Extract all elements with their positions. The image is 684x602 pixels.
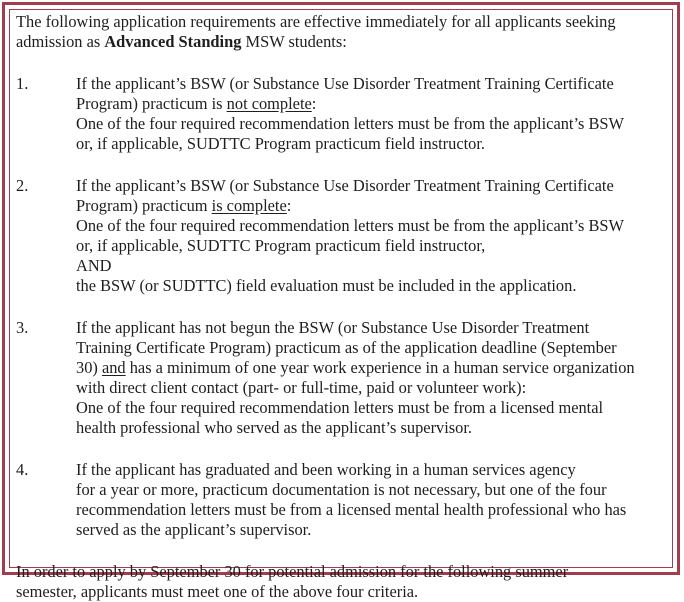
- item-number: 2.: [16, 176, 29, 195]
- item-body: [76, 74, 666, 154]
- intro-text: admission as: [16, 32, 105, 51]
- advanced-standing-label: Advanced Standing: [104, 32, 242, 51]
- and-connector: AND: [76, 256, 112, 275]
- item-body: [76, 176, 666, 296]
- not-complete-emphasis: not complete: [226, 94, 312, 113]
- item-line: or, if applicable, SUDTTC Program practicum field instructor,: [76, 236, 486, 255]
- item-line: If the applicant’s BSW (or Substance Use Disorder Treatment Training Certificate: [76, 74, 614, 93]
- closing-paragraph: [16, 562, 666, 602]
- item-line: or, if applicable, SUDTTC Program practicum field instructor.: [76, 134, 486, 153]
- requirement-item-1: [16, 74, 666, 154]
- item-number: 3.: [16, 318, 29, 337]
- item-line: for a year or more, practicum documentation is not necessary, but one of the four: [76, 480, 607, 499]
- item-line: If the applicant has graduated and been working in a human services agency: [76, 460, 576, 479]
- item-body: [76, 460, 666, 540]
- and-emphasis: and: [101, 358, 126, 377]
- intro-line-1: The following application requirements are effective immediately for all applicants seeking: [16, 12, 616, 31]
- item-text: 30): [76, 358, 102, 377]
- item-line: If the applicant’s BSW (or Substance Use Disorder Treatment Training Certificate: [76, 176, 614, 195]
- item-line: [76, 196, 666, 216]
- closing-line-2: semester, applicants must meet one of the above four criteria.: [16, 582, 419, 601]
- item-line: Training Certificate Program) practicum as of the application deadline (September: [76, 338, 617, 357]
- requirement-item-3: [16, 318, 666, 438]
- item-number: 4.: [16, 460, 29, 479]
- item-line: If the applicant has not begun the BSW (or Substance Use Disorder Treatment: [76, 318, 590, 337]
- item-text: :: [311, 94, 317, 113]
- item-line: One of the four required recommendation letters must be from the applicant’s BSW: [76, 216, 625, 235]
- item-line: [76, 94, 666, 114]
- item-text: Program) practicum: [76, 196, 212, 215]
- intro-paragraph: [16, 12, 666, 52]
- item-text: Program) practicum is: [76, 94, 227, 113]
- item-text: has a minimum of one year work experience in a human service organization: [125, 358, 635, 377]
- requirements-notice: [16, 12, 666, 602]
- closing-line-1: In order to apply by September 30 for potential admission for the following summer: [16, 562, 569, 581]
- is-complete-emphasis: is complete: [211, 196, 287, 215]
- item-line: with direct client contact (part- or full-time, paid or volunteer work):: [76, 378, 527, 397]
- intro-line-2: [16, 32, 666, 52]
- requirement-item-4: [16, 460, 666, 540]
- item-line: recommendation letters must be from a licensed mental health professional who has: [76, 500, 627, 519]
- item-body: [76, 318, 666, 438]
- item-text: :: [286, 196, 292, 215]
- item-line: One of the four required recommendation letters must be from the applicant’s BSW: [76, 114, 625, 133]
- item-line: served as the applicant’s supervisor.: [76, 520, 312, 539]
- intro-text-end: MSW students:: [241, 32, 347, 51]
- item-line: One of the four required recommendation letters must be from a licensed mental: [76, 398, 604, 417]
- requirement-item-2: [16, 176, 666, 296]
- item-number: 1.: [16, 74, 29, 93]
- item-line: [76, 358, 666, 378]
- item-line: the BSW (or SUDTTC) field evaluation must be included in the application.: [76, 276, 577, 295]
- item-line: health professional who served as the applicant’s supervisor.: [76, 418, 473, 437]
